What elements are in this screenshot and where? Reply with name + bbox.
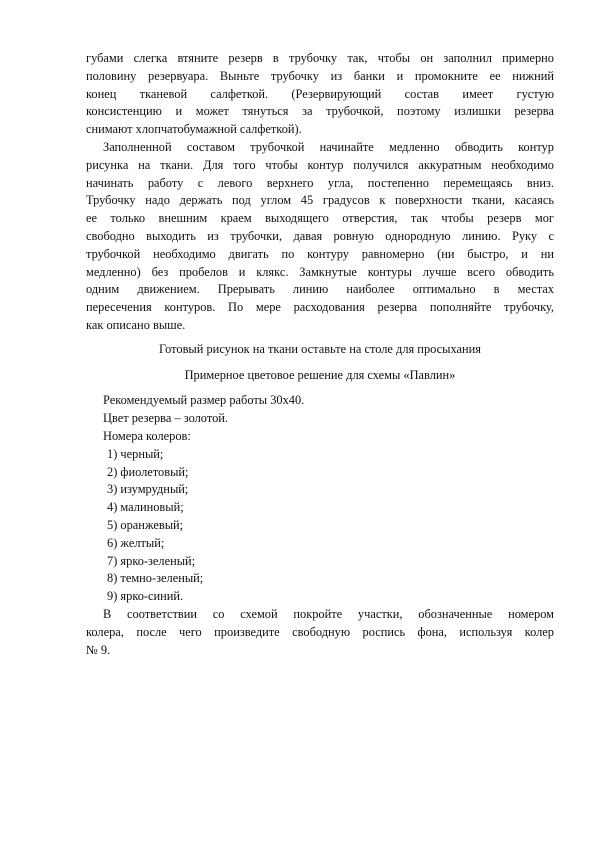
section-heading: Примерное цветовое решение для схемы «Павлин» [184,367,456,382]
text-line: губами слегка втяните резерв в трубочку так, чтобы он заполнил примерно [86,51,554,65]
text-line: колера, после чего произведите свободную роспись фона, используя колер [86,624,554,639]
colors-heading: Номера колеров: [103,428,191,443]
text-line: В соответствии со схемой покройте участки, обозначенные номером [103,606,554,621]
text-line: свободно выходить из трубочки, давая ровную однородную линию. Руку с [86,228,554,243]
color-item: 4) малиновый; [107,500,184,515]
color-item: 5) оранжевый; [107,517,184,532]
reserve-color: Цвет резерва – золотой. [103,411,228,426]
drying-note: Готовый рисунок на ткани оставьте на столе для просыхания [159,341,481,356]
color-item: 3) изумрудный; [107,482,189,497]
text-line: рисунка на ткани. Для того чтобы контур получился аккуратным необходимо [86,157,554,172]
text-line: начинать работу с левого верхнего угла, постепенно перемещаясь вниз. [86,175,554,190]
text-line: Заполненной составом трубочкой начинайте медленно обводить контур [103,139,554,154]
color-list [86,446,554,606]
text-line: пересечения контуров. По мере расходования резерва пополняйте трубочку, [86,300,554,315]
color-item: 1) черный; [107,446,164,461]
text-line: консистенцию и может тянуться за трубочкой, поэтому излишки резерва [86,104,554,119]
text-line: Трубочку надо держать под углом 45 градусов к поверхности ткани, касаясь [86,193,554,208]
color-item: 8) темно-зеленый; [107,571,204,586]
spacer [86,384,554,392]
color-item: 7) ярко-зеленый; [107,553,196,568]
color-item: 9) ярко-синий. [107,589,184,604]
text-line: половину резервуара. Выньте трубочку из банки и промокните ее нижний [86,68,554,83]
text-line: конец тканевой салфеткой. (Резервирующий состав имеет густую [86,86,554,101]
paragraph-reserve-filling [86,50,554,139]
text-line: медленно) без пробелов и клякс. Замкнутые контуры лучше всего обводить [86,264,554,279]
color-item: 6) желтый; [107,535,165,550]
text-line: № 9. [86,642,111,657]
color-item: 2) фиолетовый; [107,464,189,479]
recommended-size: Рекомендуемый размер работы 30х40. [103,393,305,408]
text-line: ее только внешним краем выходящего отверстия, так чтобы резерв мог [86,211,554,226]
document-text [86,50,554,659]
spacer [86,359,554,367]
paragraph-final-instructions [86,606,554,659]
text-line: одним движением. Прерывать линию наиболее оптимально в местах [86,282,554,297]
text-line: трубочкой необходимо двигать по контуру равномерно (ни быстро, и ни [86,246,554,261]
text-line: снимают хлопчатобумажной салфеткой). [86,122,302,137]
text-line: как описано выше. [86,317,186,332]
paragraph-outline-instructions [86,139,554,335]
